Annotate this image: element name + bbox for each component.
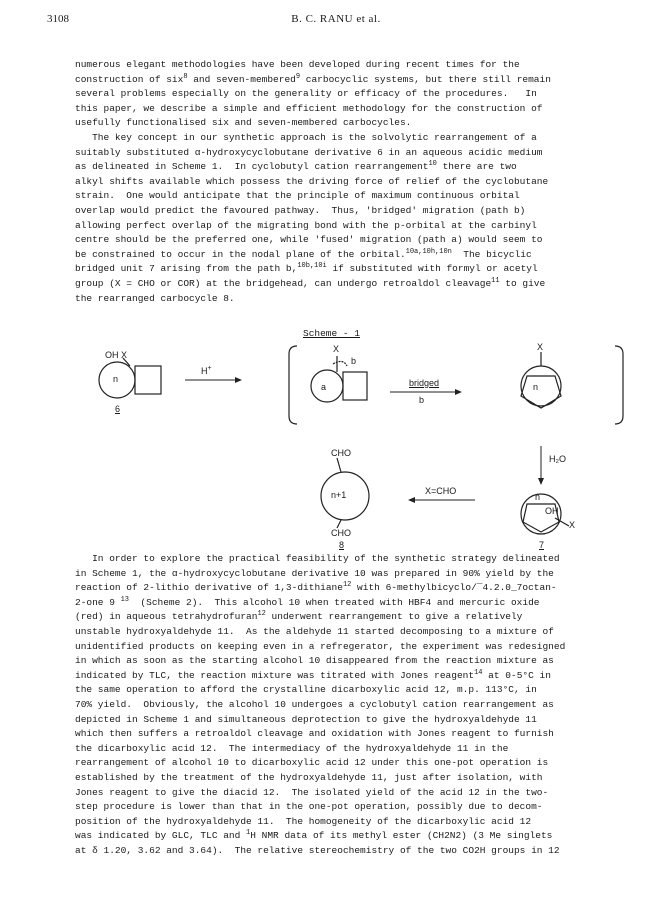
text-line: was indicated by GLC, TLC and $^1$H NMR data of its methyl ester (CH2N2) (3 Me singlets [75, 829, 553, 842]
arrow-head-x-cho [408, 497, 415, 503]
structure-cation [311, 356, 367, 402]
text-line: the rearranged carbocycle 8. [75, 292, 235, 304]
text-line: (red) in aqueous tetrahydrofuran$^{12}$ underwent rearrangement to give a relatively [75, 610, 523, 623]
page-number: 3108 [47, 13, 69, 25]
text-line: be constrained to occur in the nodal plane of the orbital.$^{10a,10h,10n}$ The bicyclic [75, 247, 532, 260]
text-line: at δ 1.20, 3.62 and 3.64). The relative stereochemistry of the two CO2H groups in 12 [75, 844, 560, 856]
label-cho-bottom: CHO [331, 528, 351, 538]
text-line: depicted in Scheme 1 and simultaneous deprotection to give the hydroxyaldehyde 11 [75, 713, 537, 725]
label-x-top: X [333, 344, 340, 354]
label-n-plus-1: n+1 [331, 490, 347, 500]
label-b-under: b [419, 395, 425, 405]
label-compound-8: 8 [339, 540, 345, 550]
label-bridged: bridged [409, 378, 440, 388]
label-b: b [351, 356, 357, 366]
text-line: as delineated in Scheme 1. In cyclobutyl cation rearrangement$^{10}$ there are two [75, 160, 517, 173]
text-line: established by the treatment of the hydroxyaldehyde 11, just after isolation, with [75, 771, 543, 783]
text-line: bridged unit 7 arising from the path b,$^{10b,10i}$ if substituted with formyl or acetyl [75, 262, 538, 275]
label-a: a [321, 382, 327, 392]
structure-bridged [521, 352, 561, 408]
text-line: Jones reagent to give the diacid 12. The isolated yield of the acid 12 in the two- [75, 786, 549, 798]
text-line: unidentified products on keeping even in a refregerator, the experiment was redesigned [75, 640, 566, 652]
text-line: The key concept in our synthetic approach is the solvolytic rearrangement of a [75, 131, 537, 143]
text-line: numerous elegant methodologies have been developed during recent times for the [75, 59, 520, 70]
text-line: this paper, we describe a simple and efficient methodology for the construction of [75, 102, 543, 114]
page-header [0, 13, 672, 29]
label-compound-7: 7 [539, 540, 545, 550]
label-oh-x: OH X [105, 350, 128, 360]
text-line: which then suffers a retroaldol cleavage and oxidation with Jones reagent to furnish [75, 728, 554, 740]
text-line: indicated by TLC, the reaction mixture was titrated with Jones reagent$^{14}$ at 0-5°C in [75, 668, 551, 681]
text-line: usefully functionalised six and seven-membered carbocycles. [75, 117, 412, 129]
label-oh-bottom: OH [545, 506, 559, 516]
text-line: suitably substituted α-hydroxycyclobutane derivative 6 in an aqueous acidic medium [75, 146, 543, 158]
text-line: several problems especially on the generality or efficacy of the procedures. In [75, 88, 537, 100]
label-n-bottom: n [535, 492, 541, 502]
label-h2o: H₂O [549, 454, 566, 464]
text-line: strain. One would anticipate that the principle of maximum continuous orbital [75, 190, 520, 202]
label-n-left: n [113, 374, 119, 384]
text-line: unstable hydroxyaldehyde 11. As the aldehyde 11 started decomposing to a mixture of [75, 625, 554, 637]
label-x-cho: X=CHO [425, 486, 457, 496]
text-line: alkyl shifts available which possess the driving force of relief of the cyclobutane [75, 175, 549, 187]
text-line: rearrangement of alcohol 10 to dicarboxylic acid 12 under this one-pot operation is [75, 757, 549, 769]
text-line: in Scheme 1, the α-hydroxycyclobutane derivative 10 was prepared in 90% yield by the [75, 567, 554, 579]
label-x-right: X [537, 342, 544, 352]
text-line: the dicarboxylic acid 12. The intermediacy of the hydroxyaldehyde 11 in the [75, 742, 509, 754]
bracket-left [289, 346, 297, 424]
scheme-title: Scheme - 1 [303, 328, 361, 339]
text-line: 70% yield. Obviously, the alcohol 10 undergoes a cyclobutyl cation rearrangement as [75, 698, 554, 710]
arrow-head-bridged [455, 389, 462, 395]
text-line: In order to explore the practical feasibility of the synthetic strategy delineated [75, 553, 560, 564]
text-line: the same operation to afford the crystalline dicarboxylic acid 12, m.p. 113°C, in [75, 684, 537, 696]
text-line: construction of six$^8$ and seven-membered$^9$ carbocyclic systems, but there still remain [75, 72, 551, 85]
label-h-plus: H+ [201, 365, 212, 376]
text-line: allowing perfect overlap of the migrating bond with the p-orbital at the carbinyl [75, 219, 537, 231]
label-x-bottom: X [569, 520, 576, 530]
text-line: group (X = CHO or COR) at the bridgehead, can undergo retroaldol cleavage$^{11}$ to give [75, 276, 546, 289]
structure-6 [99, 358, 161, 398]
text-line: in which as soon as the starting alcohol 10 disappeared from the reaction mixture as [75, 655, 554, 667]
arrow-head-h2o [538, 478, 544, 485]
arrow-head-h-plus [235, 377, 242, 383]
label-compound-6: 6 [115, 404, 121, 414]
paragraph-intro [75, 58, 635, 306]
text-line: overlap would predict the favoured pathway. Thus, 'bridged' migration (path b) [75, 204, 526, 216]
label-cho-top: CHO [331, 448, 351, 458]
paragraph-feasibility [75, 552, 635, 858]
text-line: centre should be the preferred one, while 'fused' migration (path a) would seem to [75, 234, 543, 246]
text-line: reaction of 2-lithio derivative of 1,3-dithiane$^{12}$ with 6-methylbicyclo/‾4.2.0_7octan- [75, 581, 557, 594]
scheme-1 [75, 328, 635, 548]
bracket-right [615, 346, 623, 424]
text-line: 2-one 9 $^{13}$ (Scheme 2). This alcohol 10 when treated with HBF4 and mercuric oxide [75, 595, 540, 608]
text-line: position of the hydroxyaldehyde 11. The homogeneity of the dicarboxylic acid 12 [75, 815, 532, 827]
text-line: step procedure is lower than that in the one-pot operation, possibly due to decom- [75, 801, 543, 813]
running-head: B. C. RANU et al. [291, 13, 381, 25]
label-n-right: n [533, 382, 539, 392]
